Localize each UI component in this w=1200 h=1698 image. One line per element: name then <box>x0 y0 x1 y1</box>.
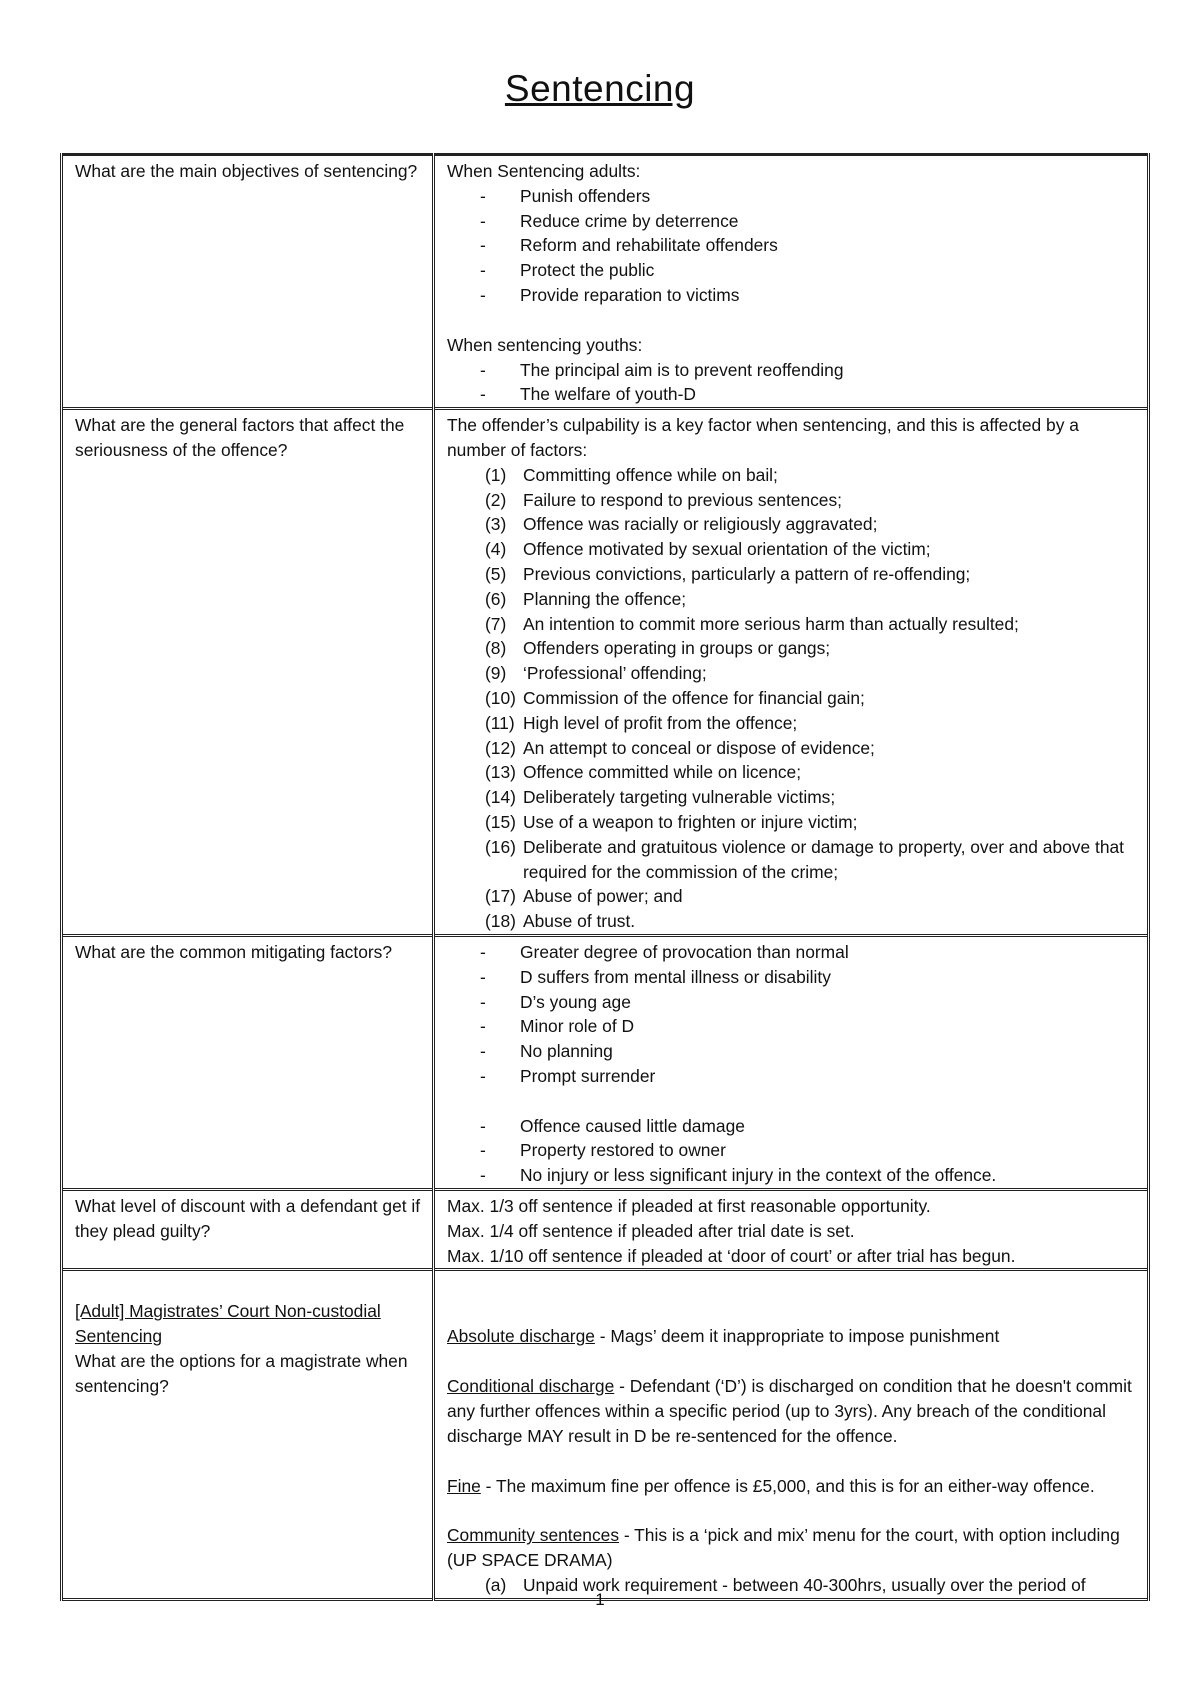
list-item: - Reform and rehabilitate offenders <box>480 235 778 256</box>
list-item: (a) Unpaid work requirement - between 40-300hrs, usually over the period of <box>485 1575 1086 1596</box>
list-item: (6) Planning the offence; <box>485 588 687 609</box>
list-item: - Punish offenders <box>480 185 651 206</box>
list-item: (17) Abuse of power; and <box>485 886 683 907</box>
adults-intro: When Sentencing adults: <box>447 161 641 181</box>
list-item: - Property restored to owner <box>480 1140 726 1161</box>
answer-cell <box>434 935 1149 1189</box>
list-item: (13) Offence committed while on licence; <box>485 762 802 783</box>
list-item: - Reduce crime by deterrence <box>480 210 739 231</box>
youths-intro: When sentencing youths: <box>447 334 643 355</box>
list-item: - The welfare of youth-D <box>480 384 696 405</box>
list-item: - Greater degree of provocation than normal <box>480 941 849 962</box>
list-item: - No planning <box>480 1041 613 1062</box>
discount-line: Max. 1/10 off sentence if pleaded at ‘door of court’ or after trial has begun. <box>447 1245 1016 1266</box>
question-cell <box>62 1270 434 1599</box>
list-item: (14) Deliberately targeting vulnerable victims; <box>485 787 836 808</box>
list-item: - D suffers from mental illness or disability <box>480 966 831 987</box>
question-text: What are the main objectives of sentencing? <box>75 161 418 181</box>
question-cell <box>62 155 434 409</box>
table-row <box>62 155 1149 409</box>
answer-cell <box>434 1190 1149 1270</box>
list-item: (12) An attempt to conceal or dispose of evidence; <box>485 737 875 758</box>
list-item: (15) Use of a weapon to frighten or injure victim; <box>485 811 858 832</box>
list-item: (9) ‘Professional’ offending; <box>485 663 707 684</box>
section-heading: [Adult] Magistrates’ Court Non-custodial Sentencing <box>75 1301 381 1347</box>
list-item: - D’s young age <box>480 991 631 1012</box>
list-item: (16) Deliberate and gratuitous violence or damage to property, over and above that required for the commission of the crime; <box>485 836 1124 882</box>
list-item: (11) High level of profit from the offence; <box>485 712 798 733</box>
revision-table <box>60 153 1150 1601</box>
list-item: (8) Offenders operating in groups or gangs; <box>485 638 831 659</box>
answer-cell <box>434 409 1149 936</box>
question-text: What are the common mitigating factors? <box>75 941 393 962</box>
list-item: (3) Offence was racially or religiously aggravated; <box>485 514 878 535</box>
question-cell <box>62 935 434 1189</box>
discount-line: Max. 1/3 off sentence if pleaded at first reasonable opportunity. <box>447 1196 931 1217</box>
list-item: - Protect the public <box>480 260 655 281</box>
table-row <box>62 409 1149 936</box>
question-text: What level of discount with a defendant get if they plead guilty? <box>75 1196 421 1241</box>
question-cell <box>62 409 434 936</box>
list-item: - Prompt surrender <box>480 1065 656 1086</box>
list-item: (18) Abuse of trust. <box>485 911 636 932</box>
answer-cell <box>434 155 1149 409</box>
list-item: - No injury or less significant injury in the context of the offence. <box>480 1165 997 1186</box>
list-item: (10) Commission of the offence for financial gain; <box>485 687 865 708</box>
option-community-sentences: Community sentences - This is a ‘pick and mix’ menu for the court, with option including (UP SPACE DRAMA) <box>447 1525 1120 1571</box>
table-row <box>62 1270 1149 1599</box>
option-conditional-discharge: Conditional discharge - Defendant (‘D’) is discharged on condition that he doesn't commit any further offences within a specific period (up to 3yrs). Any breach of the conditional discharge MAY result in D be re-sentenced for the offence. <box>447 1376 1132 1446</box>
list-item: - The principal aim is to prevent reoffending <box>480 359 844 380</box>
list-item: (4) Offence motivated by sexual orientation of the victim; <box>485 539 931 560</box>
option-absolute-discharge: Absolute discharge - Mags’ deem it inappropriate to impose punishment <box>447 1326 1000 1347</box>
list-item: - Offence caused little damage <box>480 1115 745 1136</box>
table-row <box>62 935 1149 1189</box>
question-cell <box>62 1190 434 1270</box>
list-item: (7) An intention to commit more serious harm than actually resulted; <box>485 613 1019 634</box>
answer-cell <box>434 1270 1149 1599</box>
question-text: What are the general factors that affect the seriousness of the offence? <box>75 415 405 460</box>
page-number: 1 <box>595 1590 605 1609</box>
list-item: (1) Committing offence while on bail; <box>485 464 778 485</box>
option-fine: Fine - The maximum fine per offence is £5,000, and this is for an either-way offence. <box>447 1475 1095 1496</box>
factors-intro: The offender’s culpability is a key factor when sentencing, and this is affected by a number of factors: <box>447 415 1079 460</box>
list-item: - Minor role of D <box>480 1016 635 1037</box>
list-item: (2) Failure to respond to previous sentences; <box>485 489 843 510</box>
page-title: Sentencing <box>504 68 696 109</box>
question-text: What are the options for a magistrate when sentencing? <box>75 1351 408 1396</box>
list-item: (5) Previous convictions, particularly a pattern of re-offending; <box>485 563 971 584</box>
table-row <box>62 1190 1149 1270</box>
discount-line: Max. 1/4 off sentence if pleaded after trial date is set. <box>447 1220 855 1241</box>
list-item: - Provide reparation to victims <box>480 284 740 305</box>
